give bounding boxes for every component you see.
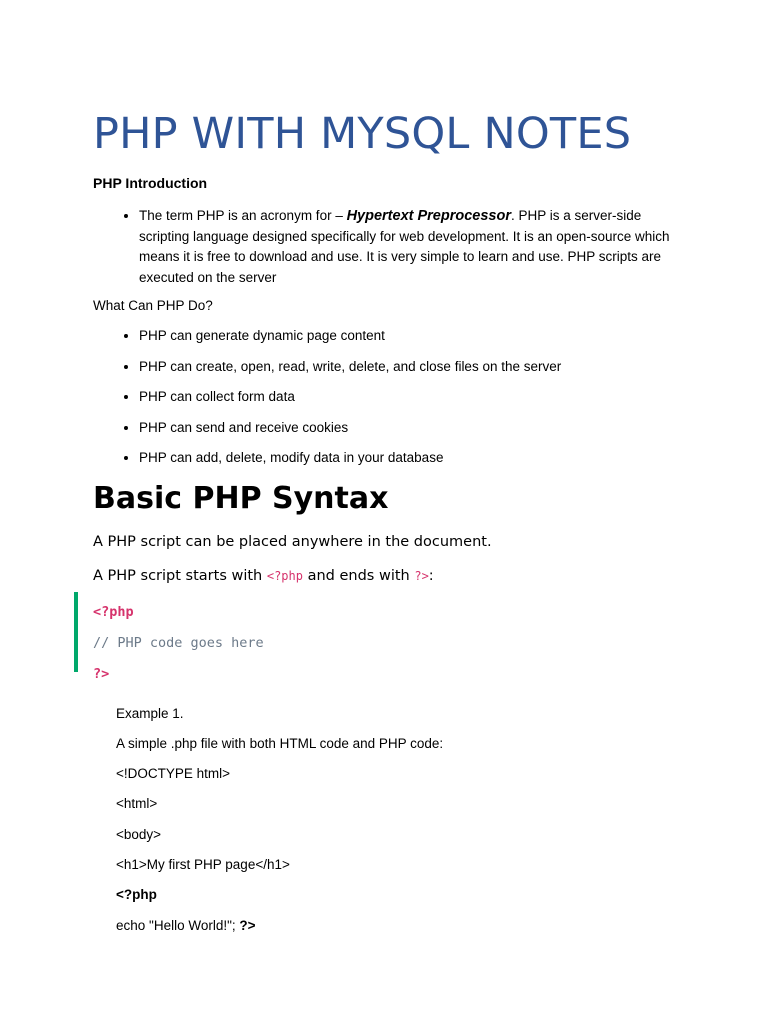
document-title: PHP WITH MYSQL NOTES: [93, 109, 632, 159]
example-php-close: ?>: [239, 917, 256, 933]
list-item: • PHP can create, open, read, write, delete, and close files on the server: [139, 357, 678, 378]
list-item: • PHP can generate dynamic page content: [139, 326, 678, 347]
code-comment: // PHP code goes here: [93, 634, 264, 651]
close-tag-code: ?>: [414, 568, 429, 583]
example-html-open: <html>: [116, 796, 158, 812]
intro-text-suffix: . PHP is a server-side scripting language designed specifically for web development. It is an open-source which means it is free to download and use. It is very simple to learn and use. PHP scripts are executed on the server: [139, 208, 670, 285]
code-close-tag: ?>: [93, 665, 110, 682]
acronym-text: Hypertext Preprocessor: [346, 208, 511, 224]
syntax-line-2: [93, 565, 678, 587]
example-body-open: <body>: [116, 826, 162, 842]
example-description: A simple .php file with both HTML code and PHP code:: [116, 735, 444, 751]
code-block: [93, 597, 678, 690]
list-item: • PHP can add, delete, modify data in your database: [139, 448, 678, 469]
example-label: Example 1.: [116, 705, 184, 721]
example-h1: <h1>My first PHP page</h1>: [116, 856, 290, 872]
what-can-heading: What Can PHP Do?: [93, 298, 213, 313]
example-section: [116, 704, 678, 936]
code-block-accent-bar: [74, 592, 78, 672]
syntax-heading: Basic PHP Syntax: [93, 480, 389, 516]
example-doctype: <!DOCTYPE html>: [116, 766, 231, 782]
syntax-line-2-suffix: :: [428, 567, 434, 584]
syntax-line-2-prefix: A PHP script starts with: [93, 567, 267, 584]
example-echo-line: [116, 916, 678, 936]
code-open-tag: <?php: [93, 603, 134, 620]
example-php-open: <?php: [116, 887, 157, 903]
syntax-line-1: A PHP script can be placed anywhere in the document.: [93, 533, 492, 550]
open-tag-code: <?php: [266, 568, 303, 583]
list-item: • PHP can collect form data: [139, 387, 678, 408]
syntax-line-2-middle: and ends with: [302, 567, 415, 584]
list-item: [139, 206, 678, 288]
intro-list: [93, 206, 678, 288]
intro-heading: PHP Introduction: [93, 175, 208, 191]
what-can-list: [93, 326, 678, 469]
list-item: • PHP can send and receive cookies: [139, 418, 678, 439]
example-echo: echo "Hello World!";: [116, 917, 240, 933]
document-page: [93, 108, 678, 946]
intro-text-prefix: The term PHP is an acronym for –: [139, 208, 347, 223]
